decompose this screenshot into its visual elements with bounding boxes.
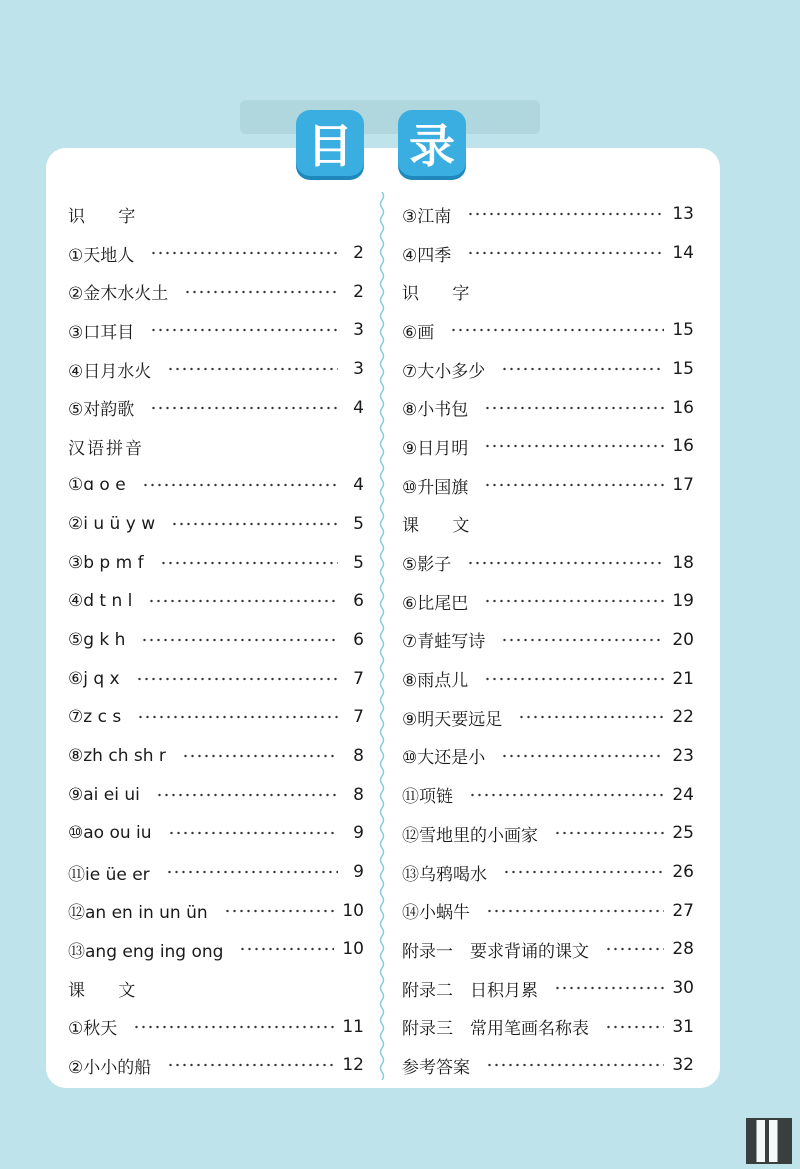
toc-entry[interactable] (402, 737, 694, 776)
toc-page-number: 10 (342, 900, 364, 921)
toc-entry[interactable] (402, 698, 694, 737)
toc-entry[interactable] (402, 195, 694, 234)
dot-leader (484, 444, 664, 448)
toc-entry-title: ⑨日月明 (402, 438, 469, 459)
toc-entry[interactable] (402, 659, 694, 698)
toc-page-number: 3 (353, 320, 364, 341)
toc-entry-title: 附录三 常用笔画名称表 (402, 1019, 589, 1040)
toc-entry-title: ⑨ai ei ui (68, 784, 140, 805)
toc-entry[interactable] (68, 505, 364, 544)
toc-page-number: 12 (342, 1055, 364, 1076)
toc-entry[interactable] (68, 234, 364, 273)
dot-leader (503, 870, 664, 874)
toc-entry-title: ④日月水火 (68, 361, 152, 382)
toc-page-number: 17 (672, 475, 694, 496)
toc-entry[interactable] (68, 466, 364, 505)
toc-section-heading (402, 505, 694, 544)
dot-leader (136, 677, 338, 681)
toc-entry[interactable] (402, 311, 694, 350)
print-through-band (240, 100, 540, 134)
dot-leader (150, 251, 338, 255)
toc-entry-title: ⑪项链 (402, 787, 453, 808)
toc-page-number: 19 (672, 591, 694, 612)
toc-entry-title: 课 文 (68, 980, 150, 1001)
toc-right-column (402, 195, 694, 1085)
toc-entry-title: ⑧雨点儿 (402, 671, 469, 692)
title-char-2: 录 (398, 110, 466, 176)
toc-entry[interactable] (68, 853, 364, 892)
toc-page-number: 26 (672, 862, 694, 883)
dot-leader (141, 638, 338, 642)
toc-entry-title: ⑤影子 (402, 555, 452, 576)
toc-entry-title: ⑥比尾巴 (402, 593, 469, 614)
toc-entry[interactable] (68, 582, 364, 621)
toc-page-number: 6 (353, 591, 364, 612)
toc-page-number: 32 (672, 1055, 694, 1076)
dot-leader (160, 561, 338, 565)
toc-entry-title: ③b p m f (68, 552, 144, 573)
toc-entry-title: ⑬乌鸦喝水 (402, 864, 487, 885)
toc-entry[interactable] (402, 466, 694, 505)
dot-leader (501, 638, 664, 642)
toc-entry-title: 附录一 要求背诵的课文 (402, 941, 589, 962)
dot-leader (484, 677, 664, 681)
toc-page-number: 9 (353, 862, 364, 883)
toc-entry[interactable] (68, 388, 364, 427)
toc-page-number: 8 (353, 745, 364, 766)
dot-leader (605, 1025, 664, 1029)
toc-section-heading (68, 427, 364, 466)
toc-entry[interactable] (68, 1007, 364, 1046)
toc-page-number: 30 (672, 978, 694, 999)
toc-page-number: 16 (672, 436, 694, 457)
toc-entry-title: ①天地人 (68, 245, 135, 266)
toc-page-number: 31 (672, 1016, 694, 1037)
toc-entry[interactable] (68, 814, 364, 853)
toc-entry[interactable] (68, 543, 364, 582)
title-char-1: 目 (296, 110, 364, 176)
dot-leader (501, 367, 664, 371)
toc-entry-title: ⑪ie üe er (68, 864, 150, 885)
toc-page-number: 2 (353, 243, 364, 264)
toc-entry[interactable] (402, 234, 694, 273)
toc-page-number: 6 (353, 629, 364, 650)
toc-entry-title: ⑫an en in un ün (68, 903, 208, 924)
toc-entry[interactable] (402, 1007, 694, 1046)
toc-entry[interactable] (68, 272, 364, 311)
dot-leader (148, 599, 338, 603)
toc-page-number: 10 (342, 939, 364, 960)
toc-page-number: 3 (353, 359, 364, 380)
toc-entry[interactable] (402, 621, 694, 660)
toc-entry-title: ②i u ü y w (68, 513, 156, 534)
toc-entry[interactable] (402, 350, 694, 389)
toc-entry[interactable] (68, 311, 364, 350)
dot-leader (137, 715, 338, 719)
toc-entry[interactable] (68, 350, 364, 389)
toc-entry[interactable] (402, 1046, 694, 1085)
dot-leader (467, 212, 664, 216)
toc-entry-title: ①ɑ o e (68, 475, 126, 496)
toc-entry-title: ⑭小蜗牛 (402, 903, 470, 924)
toc-section-heading (68, 969, 364, 1008)
toc-section-heading (402, 272, 694, 311)
toc-page-number: 23 (672, 745, 694, 766)
toc-entry-title: 附录二 日积月累 (402, 980, 538, 1001)
toc-entry-title: ⑨明天要远足 (402, 709, 503, 730)
toc-entry-title: 课 文 (402, 516, 484, 537)
toc-entry[interactable] (402, 388, 694, 427)
dot-leader (605, 947, 664, 951)
toc-entry-title: ③江南 (402, 206, 452, 227)
dot-leader (224, 909, 335, 913)
toc-entry[interactable] (402, 853, 694, 892)
toc-entry[interactable] (68, 621, 364, 660)
toc-page-number: 25 (672, 823, 694, 844)
dot-leader (239, 947, 334, 951)
toc-entry-title: ⑤g k h (68, 629, 126, 650)
toc-page-number: 22 (672, 707, 694, 728)
toc-page-number: 20 (672, 629, 694, 650)
toc-page-number: 27 (672, 900, 694, 921)
dot-leader (484, 406, 664, 410)
dot-leader (182, 754, 338, 758)
toc-entry[interactable] (402, 582, 694, 621)
toc-entry-title: ⑥画 (402, 322, 435, 343)
toc-entry[interactable] (402, 891, 694, 930)
toc-entry-title: ⑦青蛙写诗 (402, 632, 486, 653)
dot-leader (184, 290, 338, 294)
toc-entry[interactable] (68, 775, 364, 814)
toc-left-column (68, 195, 364, 1085)
toc-page-number: 9 (353, 823, 364, 844)
toc-entry-title: 汉语拼音 (68, 438, 144, 459)
toc-entry[interactable] (68, 930, 364, 969)
toc-page-number: 5 (353, 552, 364, 573)
toc-entry-title: ②金木水火土 (68, 284, 169, 305)
dot-leader (150, 328, 338, 332)
toc-entry-title: ⑤对韵歌 (68, 400, 135, 421)
dot-leader (168, 831, 338, 835)
toc-page-number: 4 (353, 397, 364, 418)
toc-entry-title: 参考答案 (402, 1057, 470, 1078)
toc-page-number: 8 (353, 784, 364, 805)
dot-leader (469, 793, 664, 797)
dot-leader (501, 754, 664, 758)
toc-page-number: 24 (672, 784, 694, 805)
dot-leader (467, 561, 664, 565)
toc-page-number: 11 (342, 1016, 364, 1037)
toc-entry-title: ③口耳目 (68, 322, 135, 343)
toc-entry[interactable] (402, 543, 694, 582)
toc-entry[interactable] (402, 775, 694, 814)
toc-entry-title: ⑩升国旗 (402, 477, 469, 498)
dot-leader (554, 986, 664, 990)
toc-page-number: 7 (353, 707, 364, 728)
toc-entry-title: ⑫雪地里的小画家 (402, 825, 538, 846)
dot-leader (484, 599, 664, 603)
toc-page-number: 2 (353, 281, 364, 302)
toc-entry-title: ⑧小书包 (402, 400, 469, 421)
dot-leader (486, 1063, 664, 1067)
toc-page-number: 21 (672, 668, 694, 689)
dot-leader (467, 251, 664, 255)
toc-entry-title: ⑥j q x (68, 668, 120, 689)
dot-leader (166, 870, 338, 874)
toc-entry[interactable] (402, 969, 694, 1008)
dot-leader (133, 1025, 334, 1029)
toc-entry-title: ⑬ang eng ing ong (68, 941, 224, 962)
toc-entry-title: ②小小的船 (68, 1057, 152, 1078)
toc-page-number: 4 (353, 475, 364, 496)
dot-leader (171, 522, 338, 526)
toc-entry[interactable] (68, 1046, 364, 1085)
dot-leader (167, 367, 338, 371)
toc-entry-title: 识 字 (402, 284, 484, 305)
qr-code (746, 1118, 792, 1164)
toc-entry-title: ④d t n l (68, 591, 133, 612)
toc-entry-title: ⑧zh ch sh r (68, 745, 166, 766)
column-divider (378, 192, 386, 1080)
dot-leader (484, 483, 664, 487)
toc-entry-title: 识 字 (68, 206, 150, 227)
toc-entry-title: ①秋天 (68, 1019, 118, 1040)
toc-page-number: 5 (353, 513, 364, 534)
toc-page-number: 18 (672, 552, 694, 573)
dot-leader (450, 328, 664, 332)
toc-page-number: 16 (672, 397, 694, 418)
toc-page-number: 13 (672, 204, 694, 225)
dot-leader (150, 406, 338, 410)
toc-section-heading (68, 195, 364, 234)
dot-leader (554, 831, 664, 835)
toc-entry[interactable] (68, 698, 364, 737)
dot-leader (142, 483, 338, 487)
toc-entry[interactable] (402, 427, 694, 466)
toc-entry-title: ⑦大小多少 (402, 361, 486, 382)
toc-page-number: 15 (672, 320, 694, 341)
toc-entry-title: ⑦z c s (68, 707, 122, 728)
dot-leader (518, 715, 664, 719)
toc-entry[interactable] (68, 891, 364, 930)
toc-entry[interactable] (68, 737, 364, 776)
dot-leader (167, 1063, 334, 1067)
toc-page-number: 28 (672, 939, 694, 960)
toc-entry[interactable] (402, 814, 694, 853)
toc-entry[interactable] (402, 930, 694, 969)
toc-entry-title: ⑩ao ou iu (68, 823, 152, 844)
dot-leader (486, 909, 664, 913)
toc-page-number: 15 (672, 359, 694, 380)
toc-entry-title: ⑩大还是小 (402, 748, 486, 769)
toc-entry-title: ④四季 (402, 245, 452, 266)
toc-entry[interactable] (68, 659, 364, 698)
toc-page-number: 7 (353, 668, 364, 689)
toc-page-number: 14 (672, 243, 694, 264)
dot-leader (156, 793, 338, 797)
